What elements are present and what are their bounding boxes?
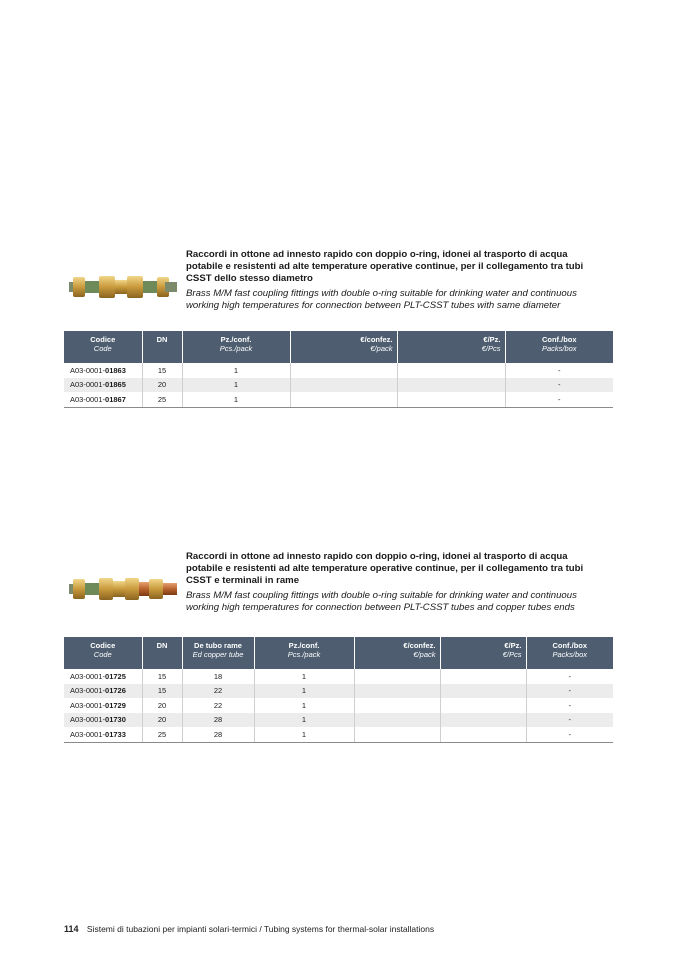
header-code: Codice Code [64, 331, 142, 363]
packs-box-value: - [505, 378, 613, 393]
product-code: A03-0001-01730 [64, 713, 142, 728]
pcs-value: 1 [182, 378, 290, 393]
price-pack-value [354, 669, 440, 684]
product-code: A03-0001-01729 [64, 698, 142, 713]
table-row [64, 363, 613, 378]
header-price-pack: €/confez. €/pack [354, 637, 440, 669]
dn-value: 25 [142, 392, 182, 407]
product-section-2 [64, 551, 613, 743]
table-row [64, 727, 613, 742]
packs-box-value: - [526, 713, 613, 728]
pcs-value: 1 [254, 698, 354, 713]
header-price-piece: €/Pz. €/Pcs [440, 637, 526, 669]
dn-value: 15 [142, 363, 182, 378]
price-pack-value [354, 698, 440, 713]
copper-value: 28 [182, 727, 254, 742]
header-copper-tube: De tubo rame Ed copper tube [182, 637, 254, 669]
copper-value: 18 [182, 669, 254, 684]
dn-value: 20 [142, 713, 182, 728]
footer-text: Sistemi di tubazioni per impianti solari-termici / Tubing systems for thermal-solar installations [86, 924, 435, 934]
packs-box-value: - [568, 700, 571, 710]
table-row [64, 378, 613, 393]
copper-value: 22 [182, 684, 254, 699]
table-row [64, 392, 613, 407]
header-packs-box: Conf./box Packs/box [505, 331, 613, 363]
price-table-1 [64, 331, 613, 408]
price-pack-value [354, 713, 440, 728]
pcs-value: 1 [254, 669, 354, 684]
header-dn: DN [142, 331, 182, 363]
header-packs-box: Conf./box Packs/box [526, 637, 613, 669]
price-pack-value [290, 392, 397, 407]
header-pcs-pack: Pz./conf. Pcs./pack [254, 637, 354, 669]
product-description-1 [186, 249, 596, 312]
pcs-value: 1 [254, 727, 354, 742]
packs-box-value: - [568, 671, 571, 681]
price-piece-value [440, 698, 526, 713]
dn-value: 15 [142, 684, 182, 699]
pcs-value: 1 [182, 392, 290, 407]
table-row [64, 684, 613, 699]
packs-box-value: - [526, 727, 613, 742]
page-footer [64, 924, 434, 934]
product-description-2 [186, 551, 596, 614]
copper-value: 28 [182, 713, 254, 728]
product-code: A03-0001-01726 [64, 684, 142, 699]
copper-value: 22 [182, 698, 254, 713]
pcs-value: 1 [182, 363, 290, 378]
table-row [64, 713, 613, 728]
price-pack-value [354, 684, 440, 699]
header-code: Codice Code [64, 637, 142, 669]
packs-box-value: - [505, 392, 613, 407]
description-italian: Raccordi in ottone ad innesto rapido con doppio o-ring, idonei al trasporto di acqua potabile e resistenti ad alte temperature operative continue, per il collegamento tra tubi CSST e terminali in rame [186, 551, 584, 586]
dn-value: 15 [142, 669, 182, 684]
price-piece-value [440, 684, 526, 699]
price-piece-value [440, 713, 526, 728]
brass-copper-fitting-image [69, 569, 177, 607]
description-english: Brass M/M fast coupling fittings with double o-ring suitable for drinking water and continuous working high temperatures for connection between PLT-CSST tubes with same diameter [186, 288, 577, 311]
pcs-value: 1 [254, 684, 354, 699]
product-intro-2 [64, 551, 613, 633]
packs-box-value: - [526, 684, 613, 699]
price-pack-value [290, 363, 397, 378]
table-row [64, 698, 613, 713]
header-dn: DN [142, 637, 182, 669]
dn-value: 20 [142, 698, 182, 713]
price-table-2 [64, 637, 613, 743]
product-code: A03-0001-01863 [64, 363, 142, 378]
page-number: 114 [64, 924, 79, 934]
product-intro-1 [64, 249, 613, 331]
header-pcs-pack: Pz./conf. Pcs./pack [182, 331, 290, 363]
dn-value: 20 [142, 378, 182, 393]
table-row [64, 669, 613, 684]
price-piece-value [397, 378, 505, 393]
dn-value: 25 [142, 727, 182, 742]
description-italian: Raccordi in ottone ad innesto rapido con doppio o-ring, idonei al trasporto di acqua potabile e resistenti ad alte temperature operative continue, per il collegamento tra tubi CSST dello stesso diametro [186, 249, 584, 284]
product-code: A03-0001-01867 [64, 392, 142, 407]
product-section-1 [64, 249, 613, 408]
price-pack-value [290, 378, 397, 393]
price-piece-value [397, 363, 505, 378]
header-price-piece: €/Pz. €/Pcs [397, 331, 505, 363]
price-pack-value [354, 727, 440, 742]
product-code: A03-0001-01725 [64, 669, 142, 684]
price-piece-value [440, 669, 526, 684]
packs-box-value: - [558, 365, 561, 375]
header-price-pack: €/confez. €/pack [290, 331, 397, 363]
pcs-value: 1 [254, 713, 354, 728]
description-english: Brass M/M fast coupling fittings with double o-ring suitable for drinking water and continuous working high temperatures for connection between PLT-CSST tubes and copper tubes ends [186, 590, 577, 613]
brass-fitting-image [69, 267, 177, 305]
product-code: A03-0001-01865 [64, 378, 142, 393]
price-piece-value [397, 392, 505, 407]
product-code: A03-0001-01733 [64, 727, 142, 742]
price-piece-value [440, 727, 526, 742]
